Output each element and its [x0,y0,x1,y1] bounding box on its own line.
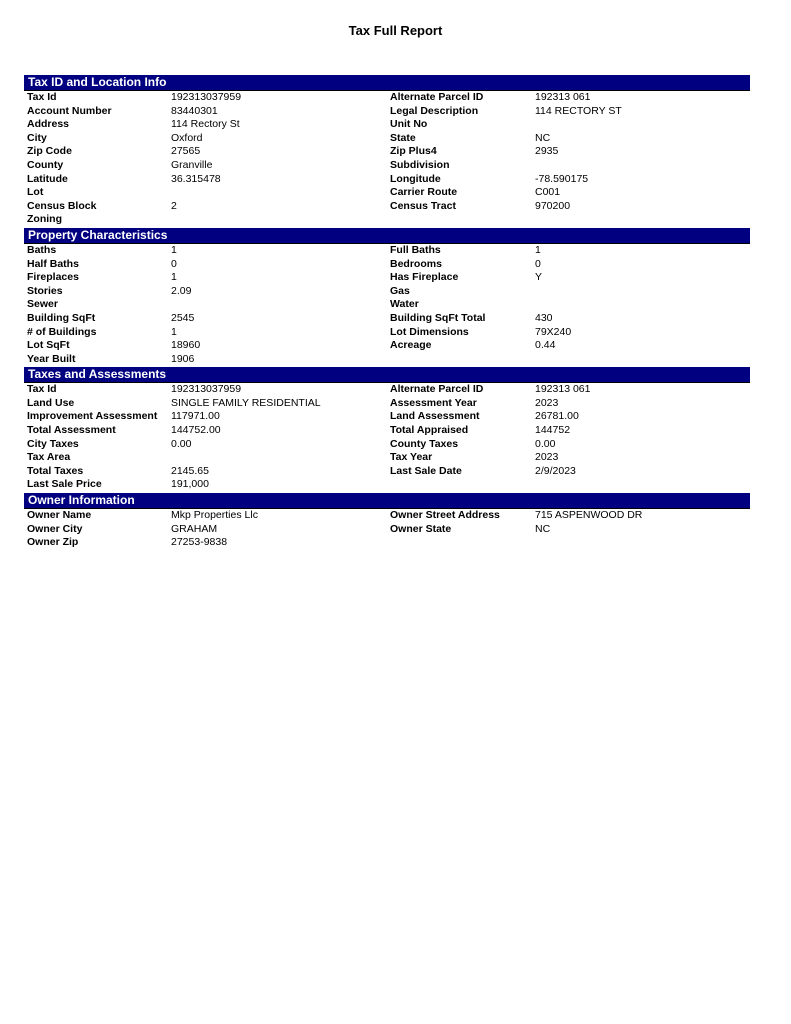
field-value: 2/9/2023 [535,464,576,477]
field-value: 2023 [535,451,559,464]
field-value: Oxford [171,131,203,144]
field-value: 0.00 [171,437,192,450]
field-label: Subdivision [390,158,450,171]
field-value: Y [535,271,543,284]
field-label: Owner Zip [27,536,79,549]
field-label: Year Built [27,352,76,365]
field-label: Gas [390,284,410,297]
field-label: Owner Name [27,509,92,522]
field-label: Full Baths [390,243,441,256]
field-value [171,451,390,465]
field-value: 0.00 [535,437,556,450]
field-label: State [390,131,416,144]
field-value: GRAHAM [171,522,218,535]
field-value: C001 [535,186,561,199]
field-label: Total Appraised [390,424,469,437]
field-label: Census Tract [390,199,456,212]
field-label: Sewer [27,298,58,311]
section-taxes-and-assessments [24,367,750,492]
field-label: Zip Plus4 [390,145,437,158]
field-value: NC [535,522,551,535]
field-label [390,536,535,550]
field-value: 715 ASPENWOOD DR [535,509,643,522]
field-label: Carrier Route [390,186,458,199]
field-value [171,186,390,200]
field-value [535,298,750,312]
field-value [535,118,750,132]
field-value: 0 [171,257,177,270]
field-value: 192313037959 [171,91,242,103]
field-value: Granville [171,158,213,171]
field-label: Total Taxes [27,464,84,477]
field-grid [24,244,750,366]
field-label: Last Sale Price [27,478,102,491]
field-label: Alternate Parcel ID [390,91,484,103]
field-label: Legal Description [390,104,479,117]
field-label: Zoning [27,213,62,226]
field-label: Baths [27,243,57,256]
field-value: 27565 [171,145,201,158]
field-value: 83440301 [171,104,218,117]
field-value: 1906 [171,352,195,365]
field-value: 2545 [171,311,195,324]
field-value: 79X240 [535,325,572,338]
field-label: Half Baths [27,257,79,270]
field-grid [24,383,750,492]
field-label: Building SqFt [27,311,96,324]
field-label: County Taxes [390,437,459,450]
field-value: 1 [535,243,541,256]
field-label: Tax Id [27,91,57,103]
field-value: 191,000 [171,478,209,491]
field-value: 114 Rectory St [171,118,240,131]
field-value [535,536,750,550]
field-label: Land Use [27,396,75,409]
field-label: Lot SqFt [27,339,70,352]
field-value: 0.44 [535,339,556,352]
field-label: Tax Id [27,383,57,396]
field-label [390,213,535,227]
field-value: 27253-9838 [171,536,228,549]
field-value [171,298,390,312]
field-value [535,478,750,492]
field-value: 1 [171,271,177,284]
field-value: 1 [171,243,177,256]
field-value [535,213,750,227]
field-value [171,213,390,227]
field-label: County [27,158,64,171]
field-value: 2145.65 [171,464,209,477]
field-value: Mkp Properties Llc [171,509,258,522]
field-value: 2023 [535,396,559,409]
field-label: Improvement Assessment [27,410,158,423]
field-label: Land Assessment [390,410,480,423]
field-label: Assessment Year [390,396,477,409]
field-value: 144752.00 [171,424,221,437]
field-value: -78.590175 [535,172,589,185]
field-label: Water [390,298,419,311]
field-label: Acreage [390,339,432,352]
field-label: Lot Dimensions [390,325,469,338]
field-label: Building SqFt Total [390,311,486,324]
field-value: 2.09 [171,284,192,297]
field-value: 970200 [535,199,571,212]
field-label [390,478,535,492]
field-value: 430 [535,311,553,324]
field-label: City Taxes [27,437,79,450]
field-value: 0 [535,257,541,270]
field-label: Owner Street Address [390,509,500,522]
field-label: Account Number [27,104,112,117]
field-value: 2 [171,199,177,212]
field-label: # of Buildings [27,325,97,338]
field-value: 117971.00 [171,410,220,423]
field-label: Owner State [390,522,452,535]
field-value [535,353,750,367]
section-tax-id-and-location-info [24,75,750,227]
field-label: Zip Code [27,145,72,158]
field-label: Owner City [27,522,83,535]
field-label: Bedrooms [390,257,442,270]
field-value: 144752 [535,424,571,437]
report-body [24,75,750,550]
field-value: 36.315478 [171,172,221,185]
field-label: Stories [27,284,63,297]
field-label: City [27,131,47,144]
field-label: Alternate Parcel ID [390,383,484,396]
field-value: NC [535,131,551,144]
field-label: Longitude [390,172,441,185]
field-value: 192313 061 [535,91,591,103]
section-header: Property Characteristics [24,228,750,244]
field-value: 26781.00 [535,410,579,423]
section-property-characteristics [24,228,750,366]
field-label: Tax Year [390,451,433,464]
field-grid [24,509,750,550]
field-label: Fireplaces [27,271,79,284]
field-value: 114 RECTORY ST [535,104,622,117]
field-grid [24,91,750,227]
section-header: Tax ID and Location Info [24,75,750,91]
field-value: 192313037959 [171,383,242,396]
field-label: Last Sale Date [390,464,462,477]
field-value: SINGLE FAMILY RESIDENTIAL [171,396,321,409]
report-title: Tax Full Report [348,23,443,38]
field-value [535,285,750,299]
field-label: Census Block [27,199,97,212]
field-label: Has Fireplace [390,271,459,284]
section-header: Taxes and Assessments [24,367,750,383]
section-header: Owner Information [24,493,750,509]
field-label: Address [27,118,70,131]
field-value: 18960 [171,339,201,352]
field-label: Unit No [390,118,428,131]
field-label: Total Assessment [27,424,116,437]
field-label [390,353,535,367]
field-value [535,159,750,173]
field-label: Tax Area [27,451,71,464]
field-label: Lot [27,186,44,199]
field-value: 1 [171,325,177,338]
section-owner-information [24,493,750,550]
field-value: 2935 [535,145,559,158]
field-label: Latitude [27,172,68,185]
field-value: 192313 061 [535,383,591,396]
